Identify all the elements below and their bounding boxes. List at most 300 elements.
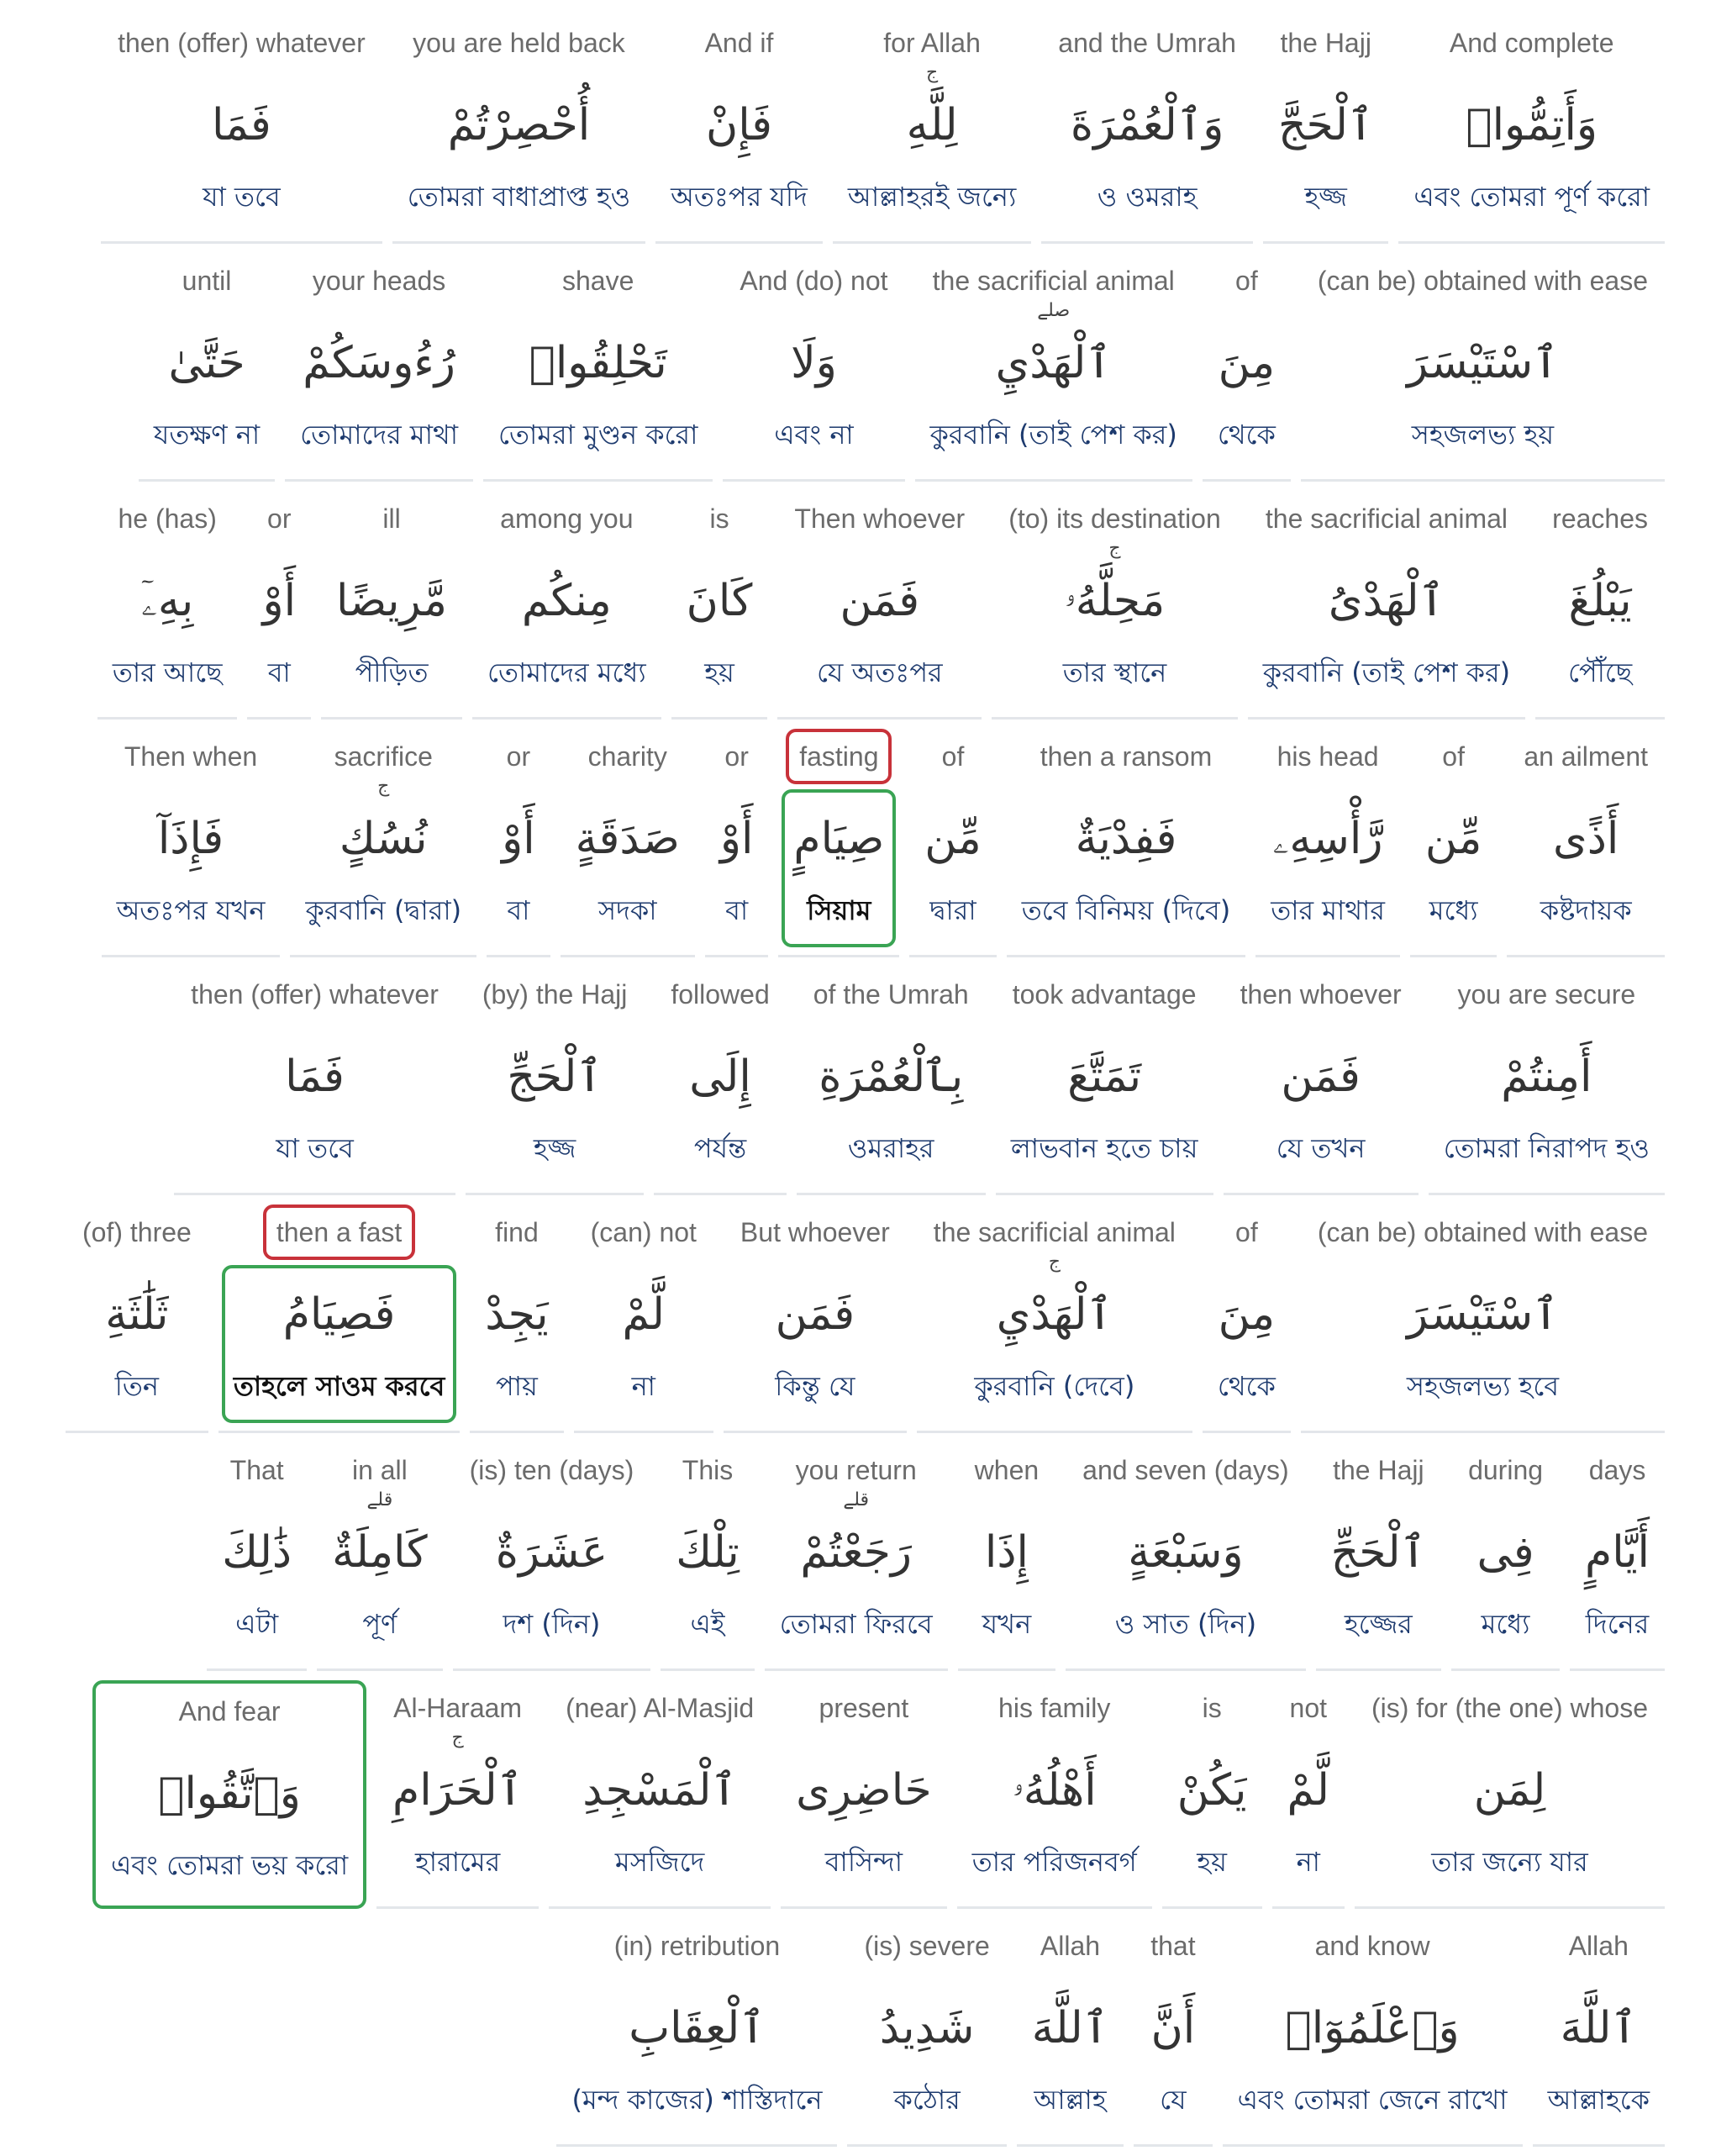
word-body xyxy=(560,1979,834,2137)
word-body xyxy=(476,551,658,709)
english-gloss: (is) severe xyxy=(864,1931,990,1961)
word-cell[interactable] xyxy=(487,729,550,957)
word-body xyxy=(664,1503,751,1661)
english-gloss: (can be) obtained with ease xyxy=(1317,266,1648,296)
word-body xyxy=(1419,1741,1599,1899)
waqf-pause-mark: ج xyxy=(1108,538,1121,559)
word-cell[interactable] xyxy=(1533,1918,1665,2147)
word-cell[interactable] xyxy=(556,1918,837,2147)
word-body xyxy=(1395,314,1571,472)
waqf-pause-mark: ج xyxy=(377,776,390,797)
english-gloss: for Allah xyxy=(883,28,981,58)
bengali-meaning: পীড়িত xyxy=(355,656,429,688)
word-cell[interactable] xyxy=(453,1442,651,1671)
bengali-meaning: এবং তোমরা পূর্ণ করো xyxy=(1413,181,1650,213)
word-cell[interactable] xyxy=(671,491,768,720)
arabic-word: تِلْكَ xyxy=(676,1527,740,1578)
waqf-pause-mark: ج xyxy=(451,1727,464,1748)
bengali-meaning: তোমরা ফিরবে xyxy=(779,1608,933,1640)
word-body xyxy=(571,1741,749,1899)
arabic-word: مَّرِيضًا xyxy=(336,576,448,626)
word-cell[interactable] xyxy=(285,253,473,482)
word-cell[interactable] xyxy=(1007,729,1245,957)
english-gloss: (of) three xyxy=(82,1217,192,1247)
word-cell[interactable] xyxy=(797,967,986,1195)
word-body xyxy=(93,1265,180,1423)
word-cell[interactable] xyxy=(957,1680,1152,1909)
bengali-meaning: তার আছে xyxy=(112,656,223,688)
english-gloss: among you xyxy=(500,503,634,534)
bengali-meaning: কুরবানি (দেবে) xyxy=(974,1370,1135,1402)
arabic-word: فَمَا xyxy=(212,100,271,150)
bengali-meaning: তার স্থানে xyxy=(1062,656,1167,688)
word-cell[interactable] xyxy=(392,15,645,244)
word-body xyxy=(1020,1979,1120,2137)
bengali-meaning: বা xyxy=(267,656,291,688)
word-body xyxy=(913,789,992,947)
english-gloss: then a fast xyxy=(263,1205,415,1260)
english-gloss: an ailment xyxy=(1524,741,1648,772)
word-body xyxy=(659,76,819,234)
word-body xyxy=(708,789,766,947)
bengali-meaning: দশ (দিন) xyxy=(503,1608,601,1640)
bengali-meaning: তিন xyxy=(114,1370,160,1402)
arabic-word: وَٱعْلَمُوٓا۟ xyxy=(1285,2003,1460,2053)
word-cell[interactable] xyxy=(1570,1442,1665,1671)
bengali-meaning: বা xyxy=(507,894,530,926)
word-body xyxy=(868,1979,987,2137)
word-cell[interactable] xyxy=(321,491,462,720)
word-body xyxy=(381,1741,534,1899)
bengali-meaning: সদকা xyxy=(597,894,657,926)
word-cell[interactable] xyxy=(376,1680,539,1909)
arabic-word: لِلَّهِ xyxy=(906,100,958,150)
word-body xyxy=(762,314,865,472)
bengali-meaning: তোমাদের মাথা xyxy=(300,419,458,451)
english-gloss: Allah xyxy=(1040,1931,1101,1961)
arabic-word: ٱللَّهَ xyxy=(1031,2003,1109,2053)
word-cell[interactable] xyxy=(996,967,1213,1195)
word-cell[interactable] xyxy=(1355,1680,1665,1909)
arabic-word: إِلَى xyxy=(689,1052,751,1102)
english-gloss: followed xyxy=(671,979,770,1009)
word-body xyxy=(495,1027,613,1185)
word-cell[interactable] xyxy=(1041,15,1253,244)
arabic-word: ٱلْهَدْيِ xyxy=(996,1289,1113,1340)
bengali-meaning: তার মাথার xyxy=(1271,894,1385,926)
word-cell[interactable] xyxy=(705,729,769,957)
bengali-meaning: যা তবে xyxy=(276,1132,354,1164)
word-body xyxy=(564,789,692,947)
word-cell[interactable] xyxy=(66,1205,208,1433)
arabic-word: أُحْصِرْتُمْ xyxy=(447,100,591,150)
word-body xyxy=(222,1265,456,1423)
word-body xyxy=(961,1741,1149,1899)
word-body xyxy=(1251,551,1522,709)
english-gloss: you are held back xyxy=(413,28,625,58)
word-cell[interactable] xyxy=(655,15,823,244)
word-body xyxy=(1529,789,1644,947)
english-gloss: But whoever xyxy=(740,1217,890,1247)
word-body xyxy=(99,1744,360,1902)
word-body xyxy=(324,551,459,709)
word-cell[interactable] xyxy=(778,729,899,957)
bengali-meaning: কিন্তু যে xyxy=(775,1370,855,1402)
english-gloss: then (offer) whatever xyxy=(191,979,439,1009)
word-body xyxy=(105,789,277,947)
english-gloss: the sacrificial animal xyxy=(933,1217,1176,1247)
word-cell[interactable] xyxy=(574,1205,713,1433)
bengali-meaning: তোমরা মুণ্ডন করো xyxy=(498,419,698,451)
arabic-word: رَجَعْتُمْ xyxy=(800,1527,913,1578)
bengali-meaning: কুরবানি (তাই পেশ কর) xyxy=(929,419,1177,451)
word-body xyxy=(1265,1027,1377,1185)
word-body xyxy=(1010,789,1242,947)
word-cell[interactable] xyxy=(1255,729,1400,957)
word-body xyxy=(782,789,896,947)
bengali-meaning: হারামের xyxy=(415,1846,501,1878)
word-cell[interactable] xyxy=(102,729,281,957)
bengali-meaning: হজ্জ xyxy=(533,1132,576,1164)
bengali-meaning: আল্লাহরই জন্যে xyxy=(847,181,1017,213)
bengali-meaning: পর্যন্ত xyxy=(693,1132,747,1164)
english-gloss: that xyxy=(1150,1931,1196,1961)
word-body xyxy=(919,314,1189,472)
word-body xyxy=(1051,551,1178,709)
english-gloss: is xyxy=(709,503,729,534)
arabic-word: أَذًى xyxy=(1553,814,1619,864)
word-cell[interactable] xyxy=(561,729,695,957)
arabic-word: مِّن xyxy=(924,814,982,864)
english-gloss: you return xyxy=(795,1455,917,1485)
english-gloss: Then whoever xyxy=(794,503,966,534)
english-gloss: Al-Haraam xyxy=(393,1693,523,1723)
english-gloss: then a ransom xyxy=(1040,741,1213,772)
word-cell[interactable] xyxy=(101,15,382,244)
word-body xyxy=(320,1503,440,1661)
arabic-word: وَلَا xyxy=(791,338,837,388)
word-cell[interactable] xyxy=(1203,253,1291,482)
bengali-meaning: ও ওমরাহ xyxy=(1097,181,1198,213)
verse-line-row xyxy=(0,1442,1716,1680)
bengali-meaning: অতঃপর যখন xyxy=(116,894,266,926)
english-gloss: then (offer) whatever xyxy=(118,28,366,58)
word-body xyxy=(1226,1979,1519,2137)
arabic-word: فَإِنْ xyxy=(706,100,772,150)
word-body xyxy=(768,1503,945,1661)
bengali-meaning: দিনের xyxy=(1585,1608,1650,1640)
arabic-word: ذَٰلِكَ xyxy=(222,1527,292,1578)
arabic-word: فَمَن xyxy=(775,1289,855,1340)
word-cell[interactable] xyxy=(915,253,1192,482)
bengali-meaning: তবে বিনিময় (দিবে) xyxy=(1021,894,1231,926)
bengali-meaning: এবং তোমরা ভয় করো xyxy=(110,1849,349,1881)
bengali-meaning: হয় xyxy=(1197,1846,1227,1878)
english-gloss: of xyxy=(1442,741,1465,772)
bengali-meaning: এবং না xyxy=(774,419,854,451)
word-body xyxy=(210,1503,303,1661)
word-cell[interactable] xyxy=(549,1680,771,1909)
word-cell[interactable] xyxy=(470,1205,563,1433)
word-body xyxy=(250,551,308,709)
bengali-meaning: আল্লাহকে xyxy=(1547,2084,1650,2116)
arabic-word: ٱللَّهَ xyxy=(1560,2003,1637,2053)
verse-line-row xyxy=(0,1680,1716,1918)
word-body xyxy=(1536,1979,1661,2137)
english-gloss: you are secure xyxy=(1457,979,1636,1009)
arabic-word: صِيَامٍ xyxy=(793,814,885,864)
waqf-pause-mark: ج xyxy=(1048,1252,1061,1273)
word-body xyxy=(1140,1979,1208,2137)
word-cell[interactable] xyxy=(1301,253,1665,482)
arabic-word: مِنَ xyxy=(1218,338,1276,388)
arabic-word: ٱلْحَجِّ xyxy=(507,1052,603,1102)
bengali-meaning: থেকে xyxy=(1217,1370,1276,1402)
word-cell[interactable] xyxy=(1263,15,1388,244)
word-body xyxy=(1432,1027,1661,1185)
arabic-word: حَاضِرِى xyxy=(796,1765,932,1816)
word-cell[interactable] xyxy=(139,253,275,482)
arabic-word: وَٱلْعُمْرَةَ xyxy=(1070,100,1224,150)
bengali-meaning: কঠোর xyxy=(893,2084,961,2116)
bengali-meaning: এবং তোমরা জেনে রাখো xyxy=(1237,2084,1508,2116)
bengali-meaning: হজ্জ xyxy=(1304,181,1347,213)
word-cell[interactable] xyxy=(472,491,661,720)
bengali-meaning: এই xyxy=(690,1608,725,1640)
word-cell[interactable] xyxy=(466,967,645,1195)
arabic-word: بِٱلْعُمْرَةِ xyxy=(819,1052,964,1102)
arabic-word: أَهْلُهُۥ xyxy=(1012,1765,1097,1816)
word-cell[interactable] xyxy=(1316,1442,1441,1671)
word-body xyxy=(487,314,709,472)
arabic-word: ٱلْمَسْجِدِ xyxy=(582,1765,737,1816)
english-gloss: the Hajj xyxy=(1333,1455,1424,1485)
arabic-word: وَٱتَّقُوا۟ xyxy=(158,1769,301,1819)
word-cell[interactable] xyxy=(1162,1680,1262,1909)
word-body xyxy=(1166,1741,1259,1899)
word-body xyxy=(1556,551,1644,709)
waqf-pause-mark: قلے xyxy=(843,1489,870,1510)
word-cell[interactable] xyxy=(1410,729,1497,957)
word-body xyxy=(1206,314,1287,472)
arabic-word: ٱلْهَدْىُ xyxy=(1328,576,1445,626)
bengali-meaning: পায় xyxy=(496,1370,538,1402)
english-gloss: he (has) xyxy=(118,503,217,534)
word-body xyxy=(1413,789,1493,947)
verse-line-row xyxy=(0,253,1716,491)
english-gloss: in all xyxy=(351,1455,408,1485)
bengali-meaning: দ্বারা xyxy=(929,894,976,926)
word-cell[interactable] xyxy=(1451,1442,1560,1671)
word-cell[interactable] xyxy=(483,253,713,482)
word-body xyxy=(1266,76,1385,234)
word-cell[interactable] xyxy=(1017,1918,1124,2147)
arabic-word: مِنَ xyxy=(1218,1289,1276,1340)
arabic-word: أَيَّامٍ xyxy=(1585,1527,1650,1578)
english-gloss: (to) its destination xyxy=(1008,503,1221,534)
waqf-pause-mark: ج xyxy=(925,62,939,83)
arabic-word: أَنَّ xyxy=(1150,2003,1196,2053)
word-cell[interactable] xyxy=(909,729,996,957)
word-cell[interactable] xyxy=(833,15,1031,244)
word-cell[interactable] xyxy=(777,491,982,720)
arabic-word: رَّأْسِهِۦ xyxy=(1272,814,1383,864)
word-body xyxy=(677,1027,763,1185)
english-gloss: shave xyxy=(562,266,634,296)
word-cell[interactable] xyxy=(1535,491,1665,720)
word-cell[interactable] xyxy=(1224,967,1419,1195)
word-body xyxy=(293,789,473,947)
arabic-word: إِذَا xyxy=(984,1527,1029,1578)
bengali-meaning: আল্লাহ xyxy=(1034,2084,1107,2116)
arabic-word: شَدِيدُ xyxy=(879,2003,975,2053)
bengali-meaning: তোমরা বাধাপ্রাপ্ত হও xyxy=(407,181,631,213)
bengali-meaning: সহজলভ্য হয় xyxy=(1411,419,1555,451)
english-gloss: And (do) not xyxy=(740,266,888,296)
bengali-meaning: যে xyxy=(1160,2084,1187,2116)
bengali-meaning: অতঃপর যদি xyxy=(671,181,808,213)
word-cell[interactable] xyxy=(781,1680,947,1909)
arabic-word: مَحِلَّهُۥ xyxy=(1064,576,1166,626)
arabic-word: فَإِذَآ xyxy=(157,814,224,864)
word-body xyxy=(807,1027,975,1185)
arabic-word: وَأَتِمُّوا۟ xyxy=(1466,100,1598,150)
english-gloss: (in) retribution xyxy=(613,1931,781,1961)
word-body xyxy=(1206,1265,1287,1423)
word-body xyxy=(611,1265,676,1423)
arabic-word: صَدَقَةٍ xyxy=(575,814,680,864)
arabic-word: حَتَّىٰ xyxy=(168,338,245,388)
word-cell[interactable] xyxy=(92,1680,366,1909)
word-body xyxy=(784,1741,944,1899)
word-cell[interactable] xyxy=(174,967,455,1195)
arabic-word: أَوْ xyxy=(502,814,535,864)
word-cell[interactable] xyxy=(317,1442,443,1671)
arabic-word: يَبْلُغَ xyxy=(1568,576,1632,626)
word-cell[interactable] xyxy=(1398,15,1665,244)
word-cell[interactable] xyxy=(917,1205,1192,1433)
word-cell[interactable] xyxy=(1134,1918,1212,2147)
word-cell[interactable] xyxy=(1301,1205,1665,1433)
word-cell[interactable] xyxy=(1066,1442,1305,1671)
bengali-meaning: বা xyxy=(725,894,749,926)
bengali-meaning: যতক্ষণ না xyxy=(153,419,261,451)
word-cell[interactable] xyxy=(97,491,238,720)
bengali-meaning: সহজলভ্য হবে xyxy=(1406,1370,1560,1402)
word-body xyxy=(473,1265,560,1423)
arabic-word: بِهِۦٓ xyxy=(141,576,194,626)
word-cell[interactable] xyxy=(1507,729,1665,957)
waqf-pause-mark: قلے xyxy=(366,1489,393,1510)
verse-line-row xyxy=(0,1205,1716,1442)
bengali-meaning: তোমাদের মধ্যে xyxy=(487,656,646,688)
english-gloss: That xyxy=(229,1455,284,1485)
word-cell[interactable] xyxy=(1223,1918,1523,2147)
bengali-meaning: কষ্টদায়ক xyxy=(1540,894,1632,926)
word-body xyxy=(1276,1741,1341,1899)
english-gloss: when xyxy=(974,1455,1040,1485)
word-cell[interactable] xyxy=(661,1442,755,1671)
english-gloss: of xyxy=(1235,1217,1258,1247)
word-cell[interactable] xyxy=(765,1442,948,1671)
word-cell[interactable] xyxy=(1248,491,1525,720)
arabic-word: ٱلْحَجِّ xyxy=(1330,1527,1427,1578)
bengali-meaning: এটা xyxy=(235,1608,279,1640)
bengali-meaning: কুরবানি (তাই পেশ কর) xyxy=(1262,656,1511,688)
arabic-word: لَّمْ xyxy=(1287,1765,1329,1816)
word-cell[interactable] xyxy=(247,491,311,720)
word-body xyxy=(836,76,1028,234)
word-cell[interactable] xyxy=(958,1442,1056,1671)
english-gloss: took advantage xyxy=(1012,979,1197,1009)
arabic-word: مِنكُم xyxy=(521,576,612,626)
word-cell[interactable] xyxy=(207,1442,307,1671)
english-gloss: or xyxy=(724,741,749,772)
word-cell[interactable] xyxy=(724,1205,907,1433)
word-cell[interactable] xyxy=(290,729,476,957)
english-gloss: of xyxy=(941,741,965,772)
english-gloss: and seven (days) xyxy=(1082,1455,1289,1485)
word-body xyxy=(675,551,765,709)
bengali-meaning: (মন্দ কাজের) শাস্তিদানে xyxy=(571,2084,823,2116)
word-cell[interactable] xyxy=(847,1918,1006,2147)
word-body xyxy=(490,789,547,947)
english-gloss: and know xyxy=(1314,1931,1430,1961)
english-gloss: And if xyxy=(704,28,774,58)
english-gloss: not xyxy=(1289,1693,1327,1723)
english-gloss: (is) ten (days) xyxy=(469,1455,634,1485)
english-gloss: (can be) obtained with ease xyxy=(1317,1217,1648,1247)
english-gloss: is xyxy=(1202,1693,1222,1723)
bengali-meaning: না xyxy=(631,1370,655,1402)
word-cell[interactable] xyxy=(1272,1680,1345,1909)
english-gloss: or xyxy=(267,503,292,534)
word-body xyxy=(1259,789,1397,947)
bengali-meaning: মধ্যে xyxy=(1481,1608,1530,1640)
english-gloss: the sacrificial animal xyxy=(1265,503,1508,534)
english-gloss: Allah xyxy=(1568,1931,1629,1961)
bengali-meaning: সিয়াম xyxy=(807,894,871,926)
word-body xyxy=(1059,76,1236,234)
english-gloss: (can) not xyxy=(590,1217,697,1247)
arabic-word: تَمَتَّعَ xyxy=(1067,1052,1142,1102)
word-body xyxy=(1573,1503,1661,1661)
word-cell[interactable] xyxy=(992,491,1238,720)
arabic-word: مِّن xyxy=(1424,814,1482,864)
arabic-word: فِى xyxy=(1476,1527,1534,1578)
bengali-meaning: বাসিন্দা xyxy=(824,1846,903,1878)
word-cell[interactable] xyxy=(218,1205,460,1433)
word-body xyxy=(264,1027,366,1185)
word-body xyxy=(1465,1503,1545,1661)
bengali-meaning: হয় xyxy=(704,656,734,688)
english-gloss: of the Umrah xyxy=(813,979,969,1009)
word-cell[interactable] xyxy=(1203,1205,1291,1433)
verse-line-row xyxy=(0,967,1716,1205)
arabic-word: يَجِدْ xyxy=(485,1289,549,1340)
arabic-word: كَانَ xyxy=(686,576,753,626)
english-gloss: (near) Al-Masjid xyxy=(566,1693,755,1723)
word-body xyxy=(999,1027,1210,1185)
word-cell[interactable] xyxy=(654,967,786,1195)
word-cell[interactable] xyxy=(1429,967,1665,1195)
english-gloss: the Hajj xyxy=(1280,28,1371,58)
arabic-word: ٱلْعِقَابِ xyxy=(629,2003,766,2053)
word-cell[interactable] xyxy=(723,253,904,482)
bengali-meaning: কুরবানি (দ্বারা) xyxy=(305,894,462,926)
english-gloss: his family xyxy=(998,1693,1111,1723)
bengali-meaning: ওমরাহর xyxy=(847,1132,934,1164)
